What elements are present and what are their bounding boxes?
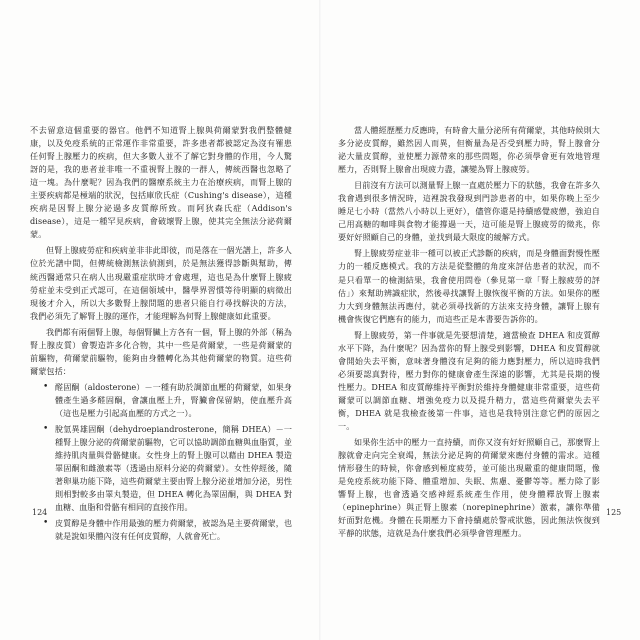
list-item xyxy=(43,517,292,543)
left-paragraph-3: 我們都有兩個腎上腺，每個腎臟上方各有一個，腎上腺的外部（稱為腎上腺皮質）會製造許多化合物，其中一些是荷爾蒙，一些是荷爾蒙的前驅物，荷爾蒙前驅物，能夠由身體轉化為其他荷爾蒙的物質。這些荷爾蒙包括： xyxy=(30,326,292,376)
right-paragraph-4: 腎上腺疲勞，第一件事就是先要想清楚，適當檢查 DHEA 和皮質醇水平下降，為什麼呢？因為當你的腎上腺受到影響，DHEA 和皮質醇就會開始失去平衡，意味著身體沒有足夠的能力應對壓力，所以這時我們必須要認真對待，壓力對你的健康會產生深遠的影響，尤其是長期的慢性壓力。DHEA 和皮質醇維持平衡對於維持身體健康非常重要，這些荷爾蒙可以調節血糖、增強免疫力以及提升精力，當這些荷爾蒙失去平衡，DHEA 就是我檢查後第一件事，這也是我特別注意它們的原因之一。 xyxy=(338,329,600,432)
list-item-text: 醛固酮（aldosterone）－一種有助於調節血壓的荷爾蒙，如果身體產生過多醛固酮，會讓血壓上升，腎臟會保留鈉，使血壓升高（這也是壓力引起高血壓的方式之一）。 xyxy=(55,381,292,418)
list-item-text: 脫氫異雄固酮（dehydroepiandrosterone，簡稱 DHEA）－一種腎上腺分泌的荷爾蒙前驅物，它可以協助調節血糖與血脂質，並維持肌肉量與骨骼健康。女性身上的腎上腺可以藉由 DHEA 製造睪固酮和雌激素等（透過由原料分泌的荷爾蒙）。女性停經後，隨著卵巢功能下降，這些荷爾蒙主要由腎上腺分泌並增加分泌，男性則相對較多由睪丸製造，但 DHEA 轉化為睪固酮，與 DHEA 對血糖、血脂和骨骼有相同的直接作用。 xyxy=(55,424,292,513)
bullet-icon: • xyxy=(43,518,49,529)
right-paragraph-5: 如果你生活中的壓力一直持續，而你又沒有好好照顧自己，那麼腎上腺就會走向完全衰竭，無法分泌足夠的荷爾蒙來應付身體的需求。這種情形發生的時候，你會感到極度疲勞，並可能出現嚴重的健康問題，像是免疫系統功能下降、體重增加、失眠、焦慮、憂鬱等等。壓力除了影響腎上腺，也會透過交感神經系統產生作用，使身體釋放腎上腺素（epinephrine）與正腎上腺素（norepinephrine）激素，讓你準備好面對危機。身體在長期壓力下會持續處於警戒狀態，因此無法恢復到平靜的狀態，這就是為什麼我們必須學會管理壓力。 xyxy=(338,437,600,539)
hormone-list xyxy=(30,381,292,544)
right-page xyxy=(338,124,600,543)
list-item-text: 皮質醇是身體中作用最強的壓力荷爾蒙，被認為是主要荷爾蒙，也就是說如果體內沒有任何皮質醇，人就會死亡。 xyxy=(55,518,292,542)
right-paragraph-1: 當人體經歷壓力反應時，有時會大量分泌所有荷爾蒙，其他時候則大多分泌皮質醇，雖然因人而異，但衡量為是否受到壓力時，腎上腺會分泌大量皮質醇，並使壓力源帶來的那些問題，你必須學會更有效地管理壓力，否則腎上腺會出現疲力盡，讓變為腎上腺疲勞。 xyxy=(338,125,600,175)
left-paragraph-2: 但腎上腺疲勞症和疾病並非非此即彼，而是落在一個光譜上，許多人位於光譜中間，但傳統檢測無法偵測到，於是無法獲得診斷與幫助，傳統西醫通常只在病人出現嚴重症狀時才會處理，這也是為什麼腎上腺疲勞症並未受到正式認可，在這個領域中，醫學界習慣等待明顯的病徵出現後才介入，所以大多數腎上腺問題的患者只能自行尋找解決的方法，我們必須先了解腎上腺的運作，才能理解為何腎上腺健康如此重要。 xyxy=(30,245,292,321)
left-paragraph-1: 不去留意這個重要的器官。他們不知道腎上腺與荷爾蒙對我們整體健康，以及免疫系統的正常運作非常重要，許多患者都被認定為沒有罹患任何腎上腺壓力的疾病，但大多數人並不了解它對身體的作用，今人驚訝的是，我的患者並非唯一不重視腎上腺的一群人，傳統西醫也忽略了這一塊。為什麼呢？因為我們的醫療系統主力在治療疾病，而腎上腺的主要疾病都是極端的狀況，包括庫欣氏症（Cushing's disease），這種疾病是因腎上腺分泌過多皮質醇所致。而阿狄森氏症（Addison's disease），這是一種罕見疾病，會破壞腎上腺，使其完全無法分泌荷爾蒙。 xyxy=(30,125,292,240)
page-number-left: 124 xyxy=(32,508,48,517)
bullet-icon: • xyxy=(43,424,49,435)
left-page xyxy=(30,124,292,546)
bullet-icon: • xyxy=(43,381,49,392)
right-paragraph-3: 腎上腺疲勞症並非一種可以被正式診斷的疾病，而是身體面對慢性壓力的一種反應模式。我的方法是從整體的角度來評估患者的狀況，而不是只看單一的檢測結果，我會使用問卷（參見第一章「腎上腺疲勞的評估」）來幫助辨識症狀，然後尋找讓腎上腺恢復平衡的方法。如果你的壓力大到身體無法再應付，就必須尋找新的方法來支持身體，讓腎上腺有機會恢復它們應有的能力，而這些正是本書要告訴你的。 xyxy=(338,248,600,324)
list-item xyxy=(43,423,292,514)
list-item xyxy=(43,381,292,420)
book-gutter xyxy=(319,0,321,640)
page-number-right: 125 xyxy=(606,508,622,517)
right-paragraph-2: 目前沒有方法可以測量腎上腺一直處於壓力下的狀態，我會在許多久我會遇到很多情況時，這裡說我發現到門診患者的中，如果你晚上至少睡足七小時（當然八小時以上更好），儘管你還是持續感覺疲憊，強迫自己用高糖的咖啡與食物才能撐過一天，這可能是腎上腺疲勞的徵兆，你要好好照顧自己的身體，並找到最大限度的緩解方式。 xyxy=(338,180,600,243)
